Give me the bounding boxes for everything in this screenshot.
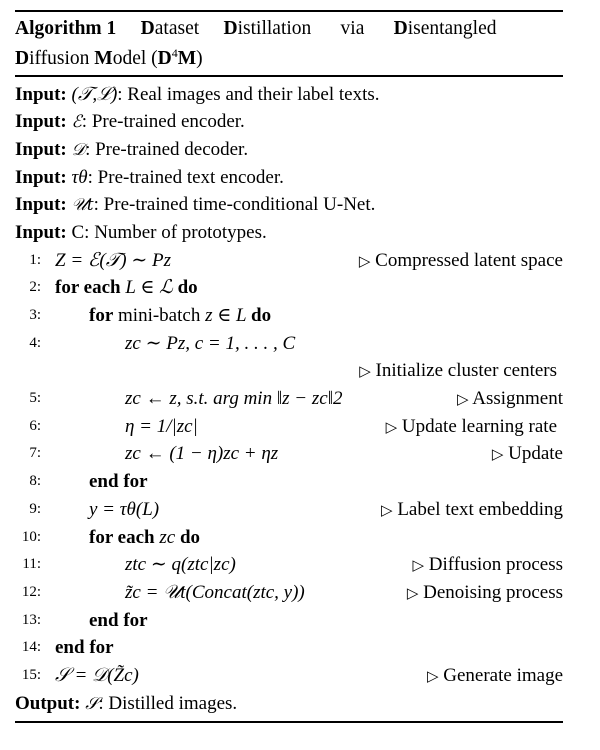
input-line: Input: 𝒰t: Pre-trained time-conditional U-Net. [15,194,376,216]
step-statement: end for [89,609,148,631]
step-line [15,385,563,413]
title-abbreviation: $(D^4M)$ [151,46,203,69]
step-line [15,274,563,302]
line-number: 3: [29,307,41,323]
step-comment: ▷ Label text embedding [381,498,563,520]
line-number: 7: [29,445,41,462]
line-number: 9: [29,500,41,517]
line-number: 8: [29,473,41,490]
step-statement: ztc ∼ q(ztc|zc) [125,554,236,576]
step-line [15,330,563,358]
step-statement: end for [55,637,114,659]
step-line [15,579,563,607]
step-line [15,607,563,635]
title-word-2: Distillation [223,18,312,39]
step-statement: Z = ℰ(𝒯) ∼ Pz [55,249,172,271]
step-comment: ▷ Compressed latent space [358,249,563,271]
step-comment: ▷ Update [491,443,563,465]
line-number: 4: [29,334,41,351]
input-line: Input: (𝒯,ℒ): Real images and their label texts. [15,83,380,105]
input-line: Input: 𝒟: Pre-trained decoder. [15,138,249,160]
step-statement: for mini-batch z ∈ L do [89,305,272,326]
step-line [15,302,563,330]
line-number: 13: [21,611,41,628]
step-comment: ▷ Diffusion process [412,554,563,576]
step-comment: ▷ Initialize cluster centers [359,360,557,382]
step-line [15,524,563,552]
input-line: Input: ℰ: Pre-trained encoder. [15,111,245,133]
bottom-rule [15,721,563,723]
step-line [15,634,563,662]
input-line: Input: τθ: Pre-trained text encoder. [15,166,284,188]
step-statement: z̃c = 𝒰t(Concat(ztc, y)) [125,581,305,603]
line-number: 14: [21,639,41,656]
step-statement: zc ← (1 − η)zc + ηz [125,443,279,465]
step-statement: zc ← z, s.t. arg min ‖z − zc‖2 [125,388,343,410]
line-number: 5: [29,390,41,407]
line-number: 10: [21,528,41,545]
step-comment: ▷ Generate image [426,664,563,686]
step-statement: y = τθ(L) [89,498,160,520]
title-word-6: Model [94,48,147,69]
step-statement: for each L ∈ ℒ do [55,277,198,299]
step-comment: ▷ Denoising process [406,581,563,603]
step-comment: ▷ Update learning rate [385,415,557,437]
step-line [15,357,563,385]
title-word-4: Disentangled [393,18,497,39]
step-statement: zc ∼ Pz, c = 1, . . . , C [125,332,296,354]
step-line [15,468,563,496]
step-line [15,440,563,468]
line-number: 6: [29,417,41,434]
step-statement: end for [89,471,148,493]
step-line [15,247,563,275]
line-number: 11: [22,556,41,573]
line-number: 2: [29,279,41,296]
step-statement: η = 1/|zc| [125,415,198,437]
title-word-1: Dataset [140,18,200,39]
step-line [15,496,563,524]
step-line [15,413,563,441]
algorithm-title [15,12,563,75]
input-line: Input: C: Number of prototypes. [15,221,267,243]
algorithm-label: Algorithm 1 [15,18,117,39]
step-line [15,662,563,690]
output-line: Output: 𝒮: Distilled images. [15,692,238,714]
step-statement: for each zc do [89,526,201,548]
line-number: 1: [29,251,41,268]
step-line [15,551,563,579]
line-number: 12: [21,583,41,600]
step-comment: ▷ Assignment [456,388,563,410]
line-number: 15: [21,666,41,683]
step-statement: 𝒮 = 𝒟(Z̃c) [55,664,139,686]
title-word-3: via [340,18,365,39]
title-word-5: Diffusion [15,48,90,69]
algorithm-block [15,10,563,723]
algorithm-body [15,77,563,722]
